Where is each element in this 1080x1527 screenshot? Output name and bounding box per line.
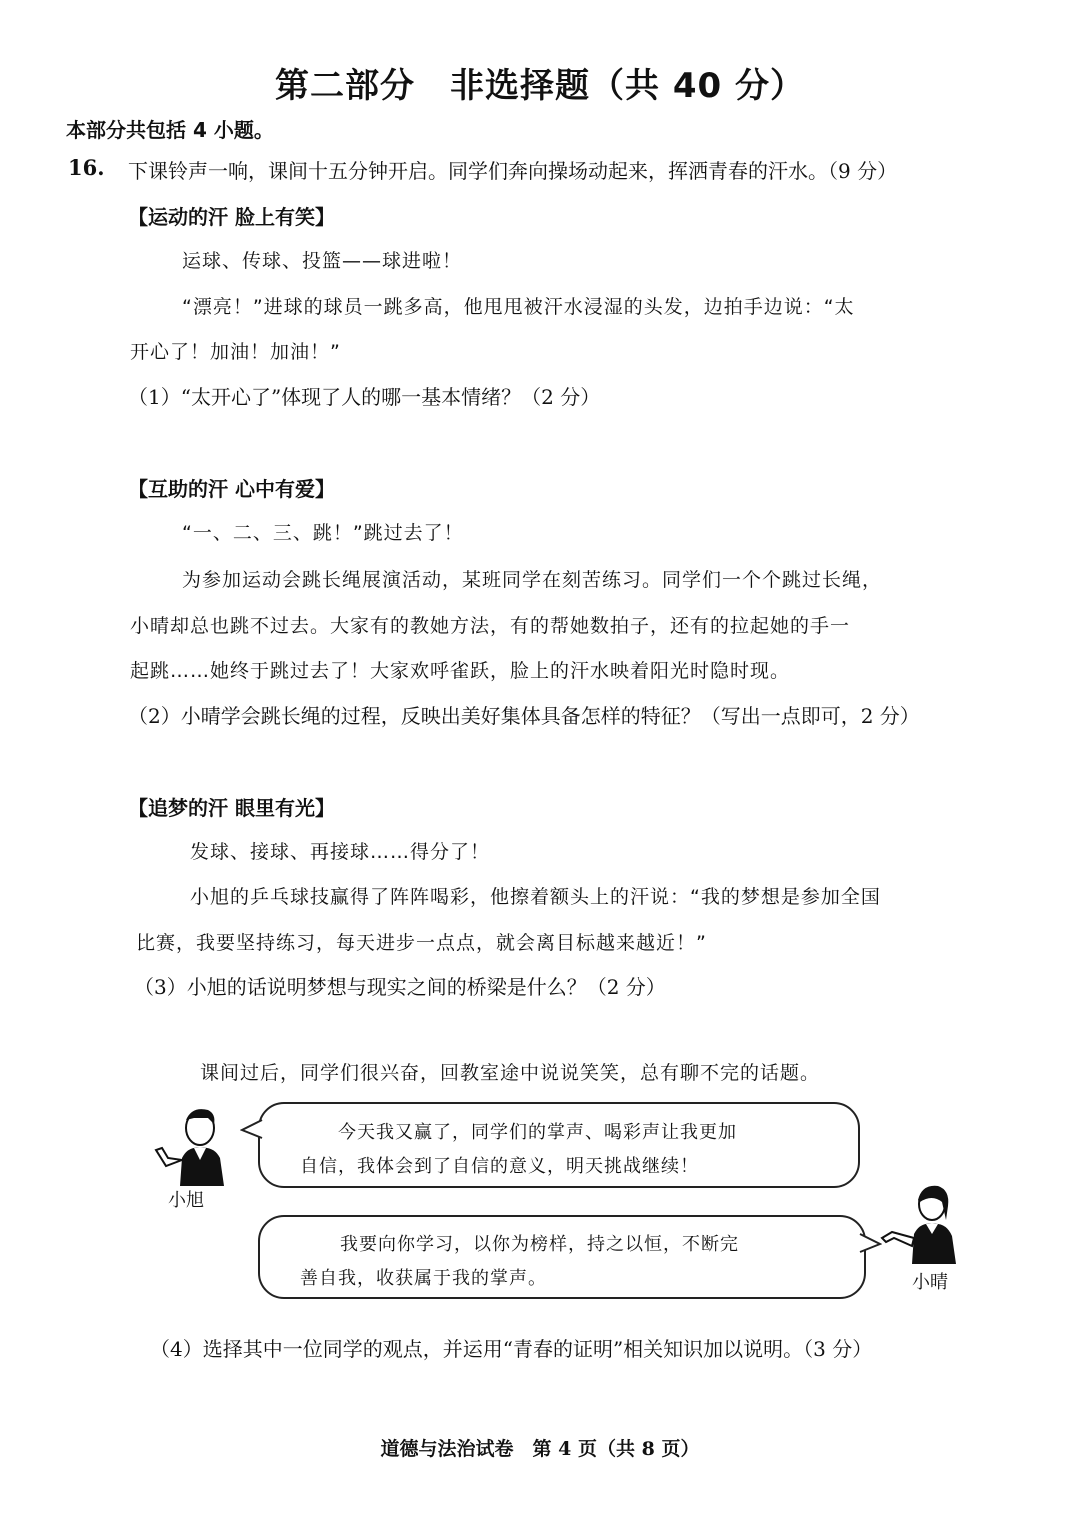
question-number: 16. [68, 155, 105, 180]
part3-line1: 发球、接球、再接球……得分了！ [190, 841, 491, 863]
sub-question-1: （1）“太开心了”体现了人的哪一基本情绪？（2 分） [128, 385, 601, 409]
part4-intro: 课间过后，同学们很兴奋，回教室途中说说笑笑，总有聊不完的话题。 [200, 1062, 821, 1084]
xiaoqing-speech-line1: 我要向你学习，以你为榜样，持之以恒，不断完 [340, 1234, 739, 1255]
xiaoxu-bubble-tail [240, 1118, 264, 1142]
part1-line2: “漂亮！”进球的球员一跳多高，他甩甩被汗水浸湿的头发，边拍手边说：“太 [182, 296, 855, 318]
xiaoqing-figure [876, 1180, 968, 1264]
part3-line2: 小旭的乒乓球技赢得了阵阵喝彩，他擦着额头上的汗说：“我的梦想是参加全国 [190, 886, 881, 908]
section-title: 第二部分 非选择题（共 40 分） [275, 66, 805, 106]
sub-question-4: （4）选择其中一位同学的观点，并运用“青春的证明”相关知识加以说明。（3 分） [150, 1337, 873, 1361]
xiaoqing-name: 小晴 [912, 1272, 948, 1293]
xiaoxu-speech-line1: 今天我又赢了，同学们的掌声、喝彩声让我更加 [338, 1122, 737, 1143]
part3-heading: 【追梦的汗 眼里有光】 [128, 796, 335, 820]
xiaoqing-speech-line2: 善自我，收获属于我的掌声。 [300, 1268, 547, 1289]
part2-line1: “一、二、三、跳！”跳过去了！ [182, 522, 464, 544]
part2-line2: 为参加运动会跳长绳展演活动，某班同学在刻苦练习。同学们一个个跳过长绳， [182, 569, 883, 591]
part3-line3: 比赛，我要坚持练习，每天进步一点点，就会离目标越来越近！” [136, 932, 707, 954]
part2-line3: 小晴却总也跳不过去。大家有的教她方法，有的帮她数拍子，还有的拉起她的手一 [130, 615, 851, 637]
question-stem: 下课铃声一响，课间十五分钟开启。同学们奔向操场动起来，挥洒青春的汗水。（9 分） [128, 159, 898, 183]
part1-line3: 开心了！加油！加油！” [130, 341, 341, 363]
sub-question-3: （3）小旭的话说明梦想与现实之间的桥梁是什么？（2 分） [134, 975, 666, 999]
part2-line4: 起跳……她终于跳过去了！大家欢呼雀跃，脸上的汗水映着阳光时隐时现。 [130, 660, 791, 682]
xiaoxu-name: 小旭 [168, 1190, 204, 1211]
xiaoxu-figure [148, 1100, 238, 1186]
part1-line1: 运球、传球、投篮——球进啦！ [182, 250, 463, 272]
part1-heading: 【运动的汗 脸上有笑】 [128, 205, 335, 229]
page-footer: 道德与法治试卷 第 4 页（共 8 页） [380, 1438, 700, 1460]
section-intro: 本部分共包括 4 小题。 [66, 118, 274, 142]
sub-question-2: （2）小晴学会跳长绳的过程，反映出美好集体具备怎样的特征？（写出一点即可，2 分） [128, 704, 920, 728]
part2-heading: 【互助的汗 心中有爱】 [128, 477, 335, 501]
xiaoxu-speech-line2: 自信，我体会到了自信的意义，明天挑战继续！ [300, 1156, 699, 1177]
